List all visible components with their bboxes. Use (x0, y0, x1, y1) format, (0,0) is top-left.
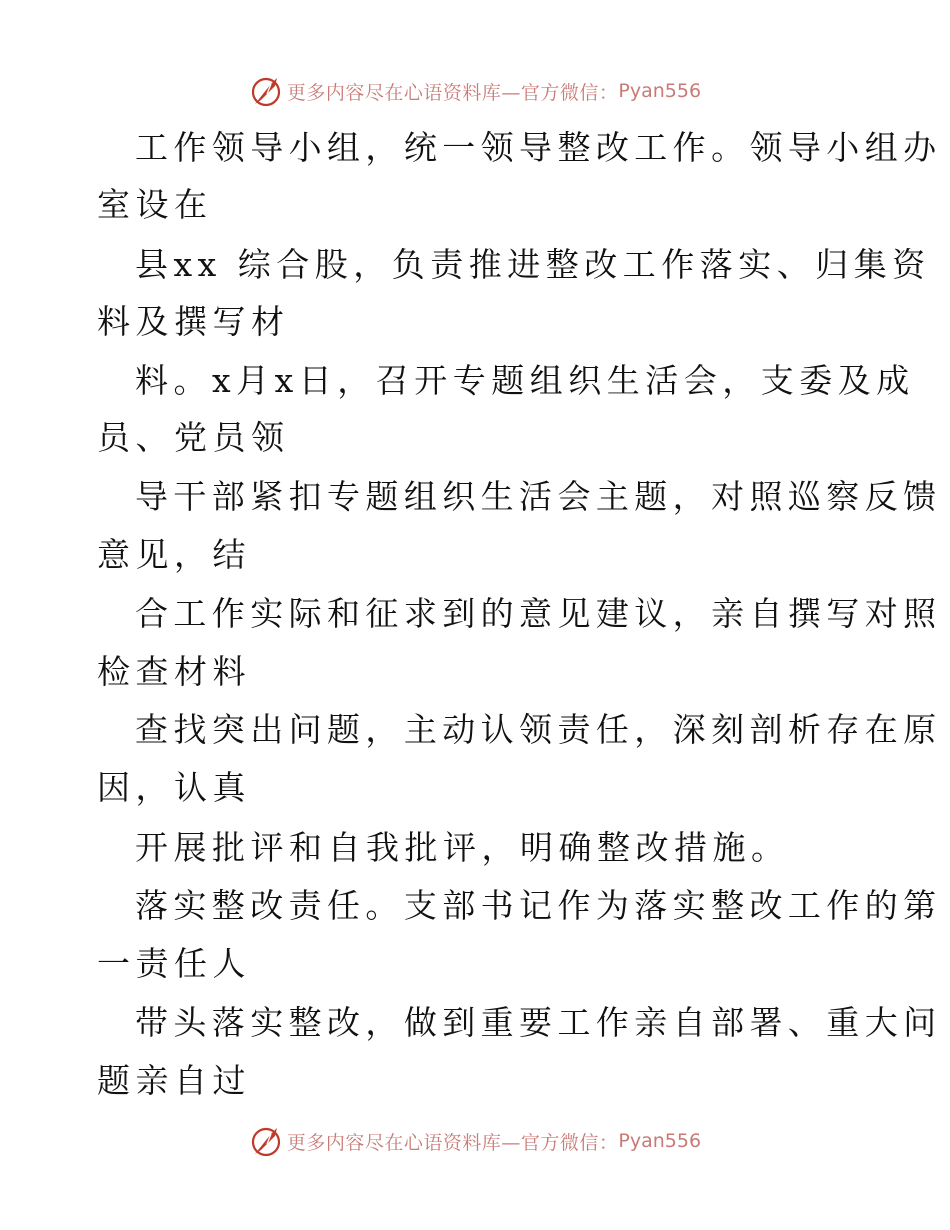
text-line: 料。x月x日，召开专题组织生活会，支委及成 (135, 361, 915, 400)
text-line: 县xx 综合股，负责推进整改工作落实、归集资 (135, 245, 931, 284)
text-line: 意见，结 (97, 535, 251, 574)
text-line: 查找突出问题，主动认领责任，深刻剖析存在原 (135, 710, 942, 749)
text-line: 一责任人 (97, 944, 251, 983)
text-line: 落实整改责任。支部书记作为落实整改工作的第 (135, 886, 942, 925)
watermark-brand: Pyan556 (618, 1130, 702, 1152)
text-line: 检查材料 (97, 652, 251, 691)
text-line: 料及撰写材 (97, 302, 290, 341)
text-line: 题亲自过 (97, 1061, 251, 1100)
text-line: 室设在 (97, 185, 213, 224)
text-line: 合工作实际和征求到的意见建议，亲自撰写对照 (135, 594, 942, 633)
text-line: 工作领导小组，统一领导整改工作。领导小组办 (135, 128, 942, 167)
text-line: 带头落实整改，做到重要工作亲自部署、重大问 (135, 1003, 942, 1042)
footer-watermark (0, 1121, 950, 1161)
text-line: 导干部紧扣专题组织生活会主题，对照巡察反馈 (135, 477, 942, 516)
text-line: 员、党员领 (97, 418, 290, 457)
watermark-brand: Pyan556 (618, 80, 702, 102)
text-line: 因，认真 (97, 768, 251, 807)
quill-pen-circle-icon (249, 1124, 283, 1158)
watermark-text: 更多内容尽在心语资料库—官方微信： (286, 81, 619, 104)
watermark-text: 更多内容尽在心语资料库—官方微信： (286, 1131, 619, 1154)
text-line: 开展批评和自我批评，明确整改措施。 (135, 828, 790, 867)
